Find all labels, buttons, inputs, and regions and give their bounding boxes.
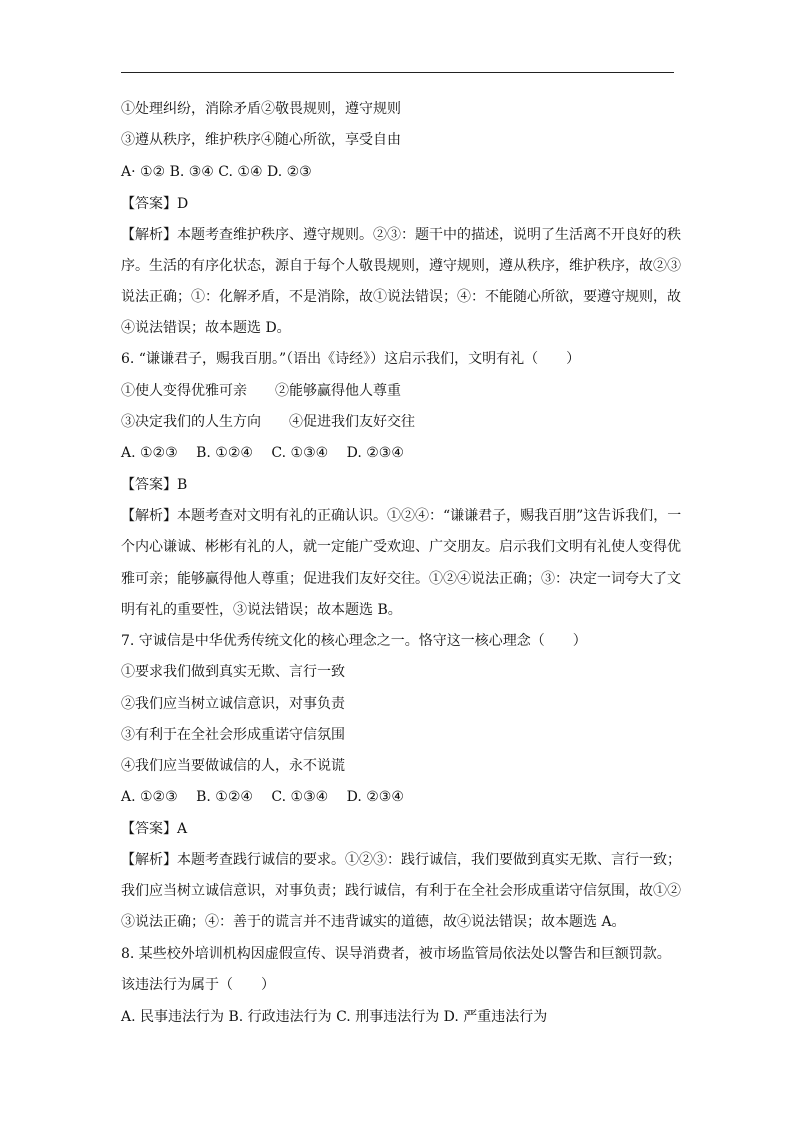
text-line-28: 8. 某些校外培训机构因虚假宣传、误导消费者，被市场监管局依法处以警告和巨额罚款。 xyxy=(121,946,671,962)
text-line-23: A. ①②③ B. ①②④ C. ①③④ D. ②③④ xyxy=(121,789,404,805)
text-line-18: 7. 守诚信是中华优秀传统文化的核心理念之一。恪守这一核心理念（ ） xyxy=(121,633,587,649)
text-line-21: ③有利于在全社会形成重诺守信氛围 xyxy=(121,727,345,743)
text-line-25: 【解析】本题考查践行诚信的要求。①②③：践行诚信，我们要做到真实无欺、言行一致； xyxy=(121,852,681,868)
text-line-14: 【解析】本题考查对文明有礼的正确认识。①②④：“谦谦君子，赐我百朋”这告诉我们，一 xyxy=(121,508,682,524)
text-line-13: 【答案】B xyxy=(121,477,188,493)
text-line-16: 雅可亲；能够赢得他人尊重；促进我们友好交往。①②④说法正确；③：决定一词夸大了文 xyxy=(121,571,681,587)
text-line-29: 该违法行为属于（ ） xyxy=(121,977,275,993)
text-line-10: ①使人变得优雅可亲 ②能够赢得他人尊重 xyxy=(121,383,401,399)
text-line-1: ①处理纠纷，消除矛盾②敬畏规则，遵守规则 xyxy=(121,101,401,117)
text-line-15: 个内心谦诚、彬彬有礼的人，就一定能广受欢迎、广交朋友。启示我们文明有礼使人变得优 xyxy=(121,539,681,555)
text-line-19: ①要求我们做到真实无欺、言行一致 xyxy=(121,664,345,680)
text-line-9: 6. “谦谦君子，赐我百朋。”（语出《诗经》）这启示我们，文明有礼（ ） xyxy=(121,351,581,367)
text-line-8: ④说法错误；故本题选 D。 xyxy=(121,320,291,336)
text-line-12: A. ①②③ B. ①②④ C. ①③④ D. ②③④ xyxy=(121,445,404,461)
text-line-7: 说法正确；①：化解矛盾，不是消除，故①说法错误；④：不能随心所欲，要遵守规则，故 xyxy=(121,289,681,305)
text-line-17: 明有礼的重要性，③说法错误；故本题选 B。 xyxy=(121,602,402,618)
text-line-4: 【答案】D xyxy=(121,196,189,212)
text-line-20: ②我们应当树立诚信意识，对事负责 xyxy=(121,696,345,712)
text-line-24: 【答案】A xyxy=(121,821,188,837)
text-line-27: ③说法正确；④：善于的谎言并不违背诚实的道德，故④说法错误；故本题选 A。 xyxy=(121,914,626,930)
text-line-11: ③决定我们的人生方向 ④促进我们友好交往 xyxy=(121,414,415,430)
text-line-22: ④我们应当要做诚信的人，永不说谎 xyxy=(121,758,345,774)
text-line-6: 序。生活的有序化状态，源自于每个人敬畏规则，遵守规则，遵从秩序，维护秩序，故②③ xyxy=(121,258,681,274)
text-line-26: 我们应当树立诚信意识，对事负责；践行诚信，有利于在全社会形成重诺守信氛围，故①② xyxy=(121,883,681,899)
text-line-3: A· ①② B. ③④ C. ①④ D. ②③ xyxy=(121,164,312,180)
text-line-5: 【解析】本题考查维护秩序、遵守规则。②③：题干中的描述，说明了生活离不开良好的秩 xyxy=(121,227,681,243)
header-rule xyxy=(121,72,674,73)
text-line-2: ③遵从秩序，维护秩序④随心所欲，享受自由 xyxy=(121,132,401,148)
text-line-30: A. 民事违法行为 B. 行政违法行为 C. 刑事违法行为 D. 严重违法行为 xyxy=(121,1009,548,1025)
